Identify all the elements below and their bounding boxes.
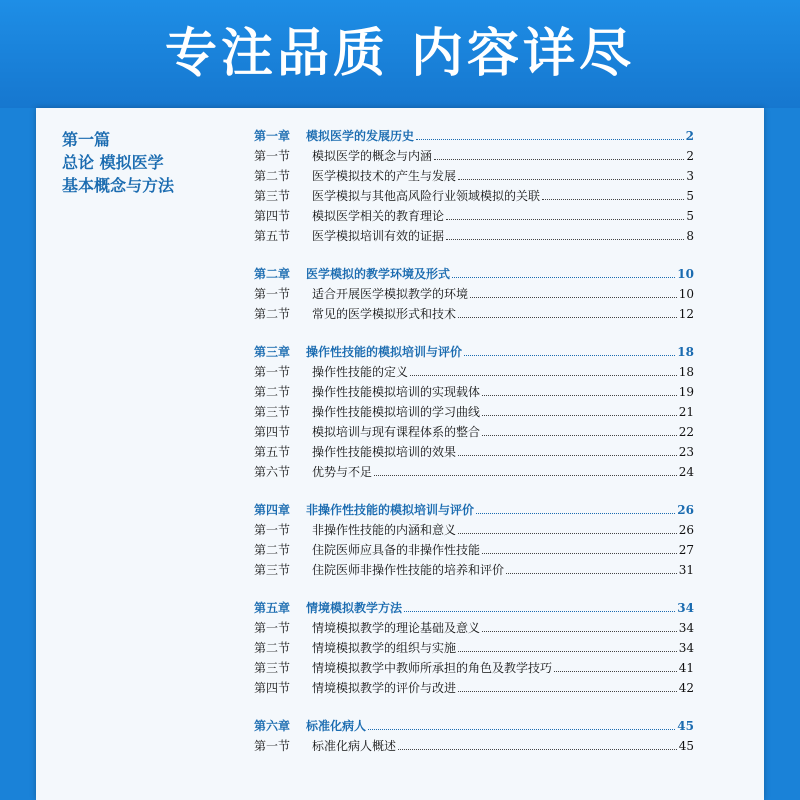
section-title: 标准化病人概述	[312, 739, 397, 753]
section-row	[254, 618, 694, 638]
page-number: 19	[678, 385, 694, 399]
section-row	[254, 166, 694, 186]
section-number: 第三节	[254, 405, 291, 419]
section-row	[254, 226, 694, 246]
section-row	[254, 422, 694, 442]
section-number: 第三节	[254, 661, 291, 675]
section-row	[254, 520, 694, 540]
section-number: 第一节	[254, 149, 291, 163]
part-title-line: 总论 模拟医学	[62, 153, 164, 172]
section-number: 第四节	[254, 209, 291, 223]
section-row	[254, 304, 694, 324]
dot-leader	[458, 455, 677, 456]
page-number: 5	[686, 209, 694, 223]
section-row	[254, 146, 694, 166]
section-row	[254, 362, 694, 382]
section-row	[254, 462, 694, 482]
page-number: 2	[686, 149, 694, 163]
dot-leader	[506, 573, 677, 574]
dot-leader	[458, 317, 677, 318]
dot-leader	[482, 415, 677, 416]
dot-leader	[374, 475, 677, 476]
section-row	[254, 284, 694, 304]
part-title-line: 第一篇	[62, 130, 111, 149]
chapter-block	[254, 342, 694, 482]
page-number: 26	[677, 503, 694, 517]
section-row	[254, 382, 694, 402]
toc-page	[36, 108, 764, 800]
dot-leader	[482, 631, 677, 632]
section-title: 住院医师应具备的非操作性技能	[312, 543, 481, 557]
section-row	[254, 638, 694, 658]
section-title: 非操作性技能的内涵和意义	[312, 523, 457, 537]
section-number: 第一节	[254, 739, 291, 753]
part-title	[62, 128, 242, 197]
table-of-contents	[254, 126, 694, 774]
section-number: 第二节	[254, 641, 291, 655]
page-number: 31	[678, 563, 694, 577]
page-number: 8	[686, 229, 694, 243]
chapter-number: 第四章	[254, 503, 291, 517]
section-number: 第二节	[254, 169, 291, 183]
page-number: 27	[678, 543, 694, 557]
page-number: 10	[678, 287, 694, 301]
section-number: 第一节	[254, 621, 291, 635]
section-number: 第二节	[254, 307, 291, 321]
section-title: 情境模拟教学的评价与改进	[312, 681, 457, 695]
dot-leader	[464, 355, 675, 356]
dot-leader	[458, 651, 677, 652]
section-number: 第一节	[254, 287, 291, 301]
page-number: 22	[678, 425, 694, 439]
section-title: 适合开展医学模拟教学的环境	[312, 287, 469, 301]
section-number: 第二节	[254, 385, 291, 399]
chapter-title: 模拟医学的发展历史	[306, 129, 415, 143]
dot-leader	[470, 297, 677, 298]
section-title: 操作性技能模拟培训的效果	[312, 445, 457, 459]
section-row	[254, 560, 694, 580]
dot-leader	[368, 729, 675, 730]
section-number: 第六节	[254, 465, 291, 479]
chapter-title: 标准化病人	[306, 719, 367, 733]
page-number: 21	[678, 405, 694, 419]
dot-leader	[434, 159, 684, 160]
chapter-title: 医学模拟的教学环境及形式	[306, 267, 451, 281]
page-number: 45	[677, 719, 694, 733]
page-number: 10	[677, 267, 694, 281]
page-number: 41	[678, 661, 694, 675]
part-title-line: 基本概念与方法	[62, 176, 175, 195]
chapter-number: 第二章	[254, 267, 291, 281]
section-title: 操作性技能模拟培训的实现载体	[312, 385, 481, 399]
dot-leader	[452, 277, 675, 278]
page-number: 18	[677, 345, 694, 359]
section-title: 模拟医学的概念与内涵	[312, 149, 433, 163]
section-title: 医学模拟与其他高风险行业领域模拟的关联	[312, 189, 541, 203]
section-title: 操作性技能模拟培训的学习曲线	[312, 405, 481, 419]
section-number: 第五节	[254, 229, 291, 243]
page-number: 24	[678, 465, 694, 479]
section-title: 医学模拟培训有效的证据	[312, 229, 445, 243]
chapter-block	[254, 126, 694, 246]
section-number: 第一节	[254, 365, 291, 379]
page-number: 45	[678, 739, 694, 753]
dot-leader	[482, 553, 677, 554]
dot-leader	[458, 179, 684, 180]
section-title: 优势与不足	[312, 465, 373, 479]
chapter-title: 操作性技能的模拟培训与评价	[306, 345, 463, 359]
section-number: 第二节	[254, 543, 291, 557]
section-row	[254, 678, 694, 698]
section-number: 第五节	[254, 445, 291, 459]
section-title: 情境模拟教学的组织与实施	[312, 641, 457, 655]
dot-leader	[458, 691, 677, 692]
section-row	[254, 186, 694, 206]
section-title: 情境模拟教学中教师所承担的角色及教学技巧	[312, 661, 553, 675]
chapter-title: 情境模拟教学方法	[306, 601, 403, 615]
page-number: 12	[678, 307, 694, 321]
chapter-row	[254, 598, 694, 618]
section-number: 第四节	[254, 425, 291, 439]
page-number: 26	[678, 523, 694, 537]
dot-leader	[446, 239, 684, 240]
page-number: 34	[677, 601, 694, 615]
page-number: 2	[685, 129, 694, 143]
dot-leader	[554, 671, 677, 672]
dot-leader	[458, 533, 677, 534]
chapter-block	[254, 716, 694, 756]
dot-leader	[482, 395, 677, 396]
page-number: 42	[678, 681, 694, 695]
chapter-row	[254, 500, 694, 520]
page-number: 23	[678, 445, 694, 459]
section-title: 模拟医学相关的教育理论	[312, 209, 445, 223]
section-row	[254, 540, 694, 560]
chapter-row	[254, 264, 694, 284]
chapter-block	[254, 264, 694, 324]
dot-leader	[398, 749, 677, 750]
section-row	[254, 736, 694, 756]
chapter-number: 第五章	[254, 601, 291, 615]
chapter-block	[254, 500, 694, 580]
chapter-number: 第三章	[254, 345, 291, 359]
section-row	[254, 206, 694, 226]
dot-leader	[416, 139, 684, 140]
section-number: 第三节	[254, 189, 291, 203]
chapter-block	[254, 598, 694, 698]
dot-leader	[410, 375, 677, 376]
chapter-number: 第六章	[254, 719, 291, 733]
banner-title: 专注品质 内容详尽	[0, 0, 800, 108]
page-number: 5	[686, 189, 694, 203]
section-number: 第一节	[254, 523, 291, 537]
page-number: 34	[678, 621, 694, 635]
section-title: 医学模拟技术的产生与发展	[312, 169, 457, 183]
section-number: 第四节	[254, 681, 291, 695]
section-number: 第三节	[254, 563, 291, 577]
chapter-number: 第一章	[254, 129, 291, 143]
section-row	[254, 402, 694, 422]
dot-leader	[404, 611, 675, 612]
section-title: 常见的医学模拟形式和技术	[312, 307, 457, 321]
section-row	[254, 442, 694, 462]
section-row	[254, 658, 694, 678]
chapter-row	[254, 126, 694, 146]
dot-leader	[542, 199, 684, 200]
page-number: 18	[678, 365, 694, 379]
section-title: 模拟培训与现有课程体系的整合	[312, 425, 481, 439]
dot-leader	[446, 219, 684, 220]
section-title: 住院医师非操作性技能的培养和评价	[312, 563, 505, 577]
page-number: 34	[678, 641, 694, 655]
dot-leader	[476, 513, 675, 514]
chapter-row	[254, 342, 694, 362]
section-title: 情境模拟教学的理论基础及意义	[312, 621, 481, 635]
dot-leader	[482, 435, 677, 436]
page-number: 3	[686, 169, 694, 183]
chapter-title: 非操作性技能的模拟培训与评价	[306, 503, 475, 517]
chapter-row	[254, 716, 694, 736]
section-title: 操作性技能的定义	[312, 365, 409, 379]
